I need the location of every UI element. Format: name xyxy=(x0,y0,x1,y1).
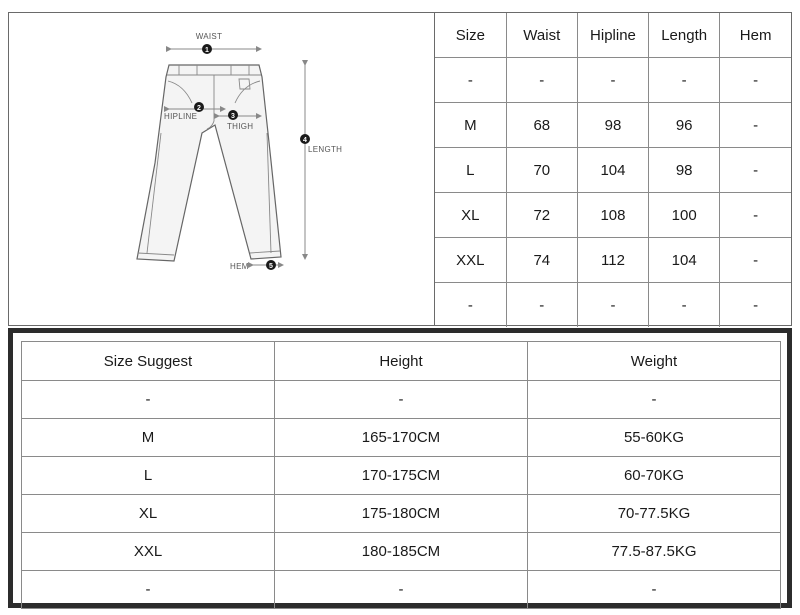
table-cell: - xyxy=(435,58,506,103)
table-row xyxy=(22,571,781,609)
table-row xyxy=(435,148,791,193)
table-cell: 170-175CM xyxy=(275,457,528,495)
table-cell: XXL xyxy=(22,533,275,571)
table-row xyxy=(435,58,791,103)
table-cell: 98 xyxy=(649,148,720,193)
table-cell: M xyxy=(22,419,275,457)
table-row xyxy=(22,533,781,571)
size-suggest-section xyxy=(8,328,792,608)
table-cell: - xyxy=(720,193,791,238)
table-cell: - xyxy=(22,571,275,609)
marker-1 xyxy=(202,44,212,54)
table-cell: 165-170CM xyxy=(275,419,528,457)
table-row xyxy=(435,283,791,328)
table-cell: - xyxy=(275,381,528,419)
marker-3 xyxy=(228,110,238,120)
table-cell: XL xyxy=(22,495,275,533)
table-row xyxy=(22,419,781,457)
table-row xyxy=(435,103,791,148)
table-cell: L xyxy=(435,148,506,193)
table-cell: - xyxy=(275,571,528,609)
table-cell: 96 xyxy=(649,103,720,148)
table-cell: - xyxy=(577,58,648,103)
header-hipline: Hipline xyxy=(577,13,648,58)
marker-4 xyxy=(300,134,310,144)
header-weight: Weight xyxy=(528,342,781,381)
table-cell: - xyxy=(435,283,506,328)
table-cell: - xyxy=(528,381,781,419)
header-size-suggest: Size Suggest xyxy=(22,342,275,381)
pants-diagram-panel xyxy=(9,13,435,325)
table-cell: - xyxy=(22,381,275,419)
header-height: Height xyxy=(275,342,528,381)
hipline-label: HIPLINE xyxy=(164,112,198,121)
table-row xyxy=(435,238,791,283)
table-cell: 175-180CM xyxy=(275,495,528,533)
table-cell: 104 xyxy=(649,238,720,283)
table-cell: 104 xyxy=(577,148,648,193)
table-row xyxy=(22,457,781,495)
length-label: LENGTH xyxy=(308,145,343,154)
pants-diagram xyxy=(9,13,435,325)
table-row xyxy=(22,381,781,419)
suggest-table-header-row xyxy=(22,342,781,381)
header-size: Size xyxy=(435,13,506,58)
table-cell: XL xyxy=(435,193,506,238)
table-cell: 68 xyxy=(506,103,577,148)
table-cell: 98 xyxy=(577,103,648,148)
header-waist: Waist xyxy=(506,13,577,58)
header-hem: Hem xyxy=(720,13,791,58)
measurement-section xyxy=(8,12,792,326)
marker-2 xyxy=(194,102,204,112)
table-cell: 74 xyxy=(506,238,577,283)
table-cell: 112 xyxy=(577,238,648,283)
size-chart-table xyxy=(435,13,791,327)
table-cell: - xyxy=(649,283,720,328)
svg-text:4: 4 xyxy=(303,137,307,144)
table-cell: - xyxy=(506,283,577,328)
svg-text:2: 2 xyxy=(197,105,201,112)
svg-text:3: 3 xyxy=(231,113,235,120)
svg-text:5: 5 xyxy=(269,263,273,270)
table-cell: - xyxy=(577,283,648,328)
header-length: Length xyxy=(649,13,720,58)
table-cell: 72 xyxy=(506,193,577,238)
table-cell: 60-70KG xyxy=(528,457,781,495)
table-cell: - xyxy=(506,58,577,103)
table-cell: 108 xyxy=(577,193,648,238)
table-cell: - xyxy=(720,103,791,148)
thigh-label: THIGH xyxy=(227,122,254,131)
size-table-header-row xyxy=(435,13,791,58)
table-cell: L xyxy=(22,457,275,495)
table-cell: 100 xyxy=(649,193,720,238)
table-cell: 70-77.5KG xyxy=(528,495,781,533)
waist-label: WAIST xyxy=(195,32,223,41)
table-cell: - xyxy=(720,148,791,193)
table-cell: - xyxy=(720,58,791,103)
table-cell: 55-60KG xyxy=(528,419,781,457)
table-cell: 70 xyxy=(506,148,577,193)
size-suggest-table xyxy=(21,341,781,609)
table-cell: XXL xyxy=(435,238,506,283)
table-cell: - xyxy=(649,58,720,103)
table-cell: - xyxy=(720,283,791,328)
hem-label: HEM xyxy=(230,262,249,271)
table-cell: 180-185CM xyxy=(275,533,528,571)
svg-text:1: 1 xyxy=(205,47,209,54)
table-cell: M xyxy=(435,103,506,148)
table-row xyxy=(22,495,781,533)
table-cell: 77.5-87.5KG xyxy=(528,533,781,571)
table-cell: - xyxy=(720,238,791,283)
marker-5 xyxy=(266,260,276,270)
table-cell: - xyxy=(528,571,781,609)
table-row xyxy=(435,193,791,238)
pants-outline xyxy=(137,65,281,261)
